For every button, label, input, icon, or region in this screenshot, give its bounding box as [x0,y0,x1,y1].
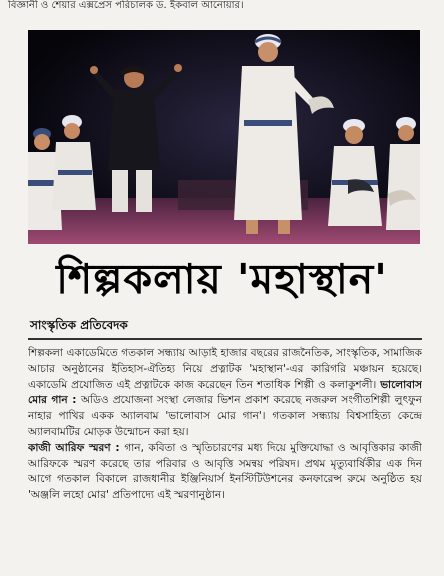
paragraph-1: শিল্পকলা একাডেমিতে গতকাল সন্ধ্যায় আড়াই হাজার বছরের রাজনৈতিক, সাংস্কৃতিক, সামাজিক আচার অনুষ্ঠানের ইতিহাস-ঐতিহ্য নিয়ে প্রত্নাটক 'মহাস্থান'-এর কারিগরি মঞ্চায়ন হয়েছে। একাডেমি প্রযোজিত এই প্রত্নাটকে কাজ করেছেন তিন শতাধিক শিল্পী ও কলাকুশলী। [28,347,422,391]
section-kicker-album: ভালোবাস মোর গান : [28,378,422,407]
byline: সাংস্কৃতিক প্রতিবেদক [30,318,128,332]
section-body-album: অডিও প্রযোজনা সংস্থা লেজার ভিশন প্রকাশ করেছে নজরুল সংগীতশিল্পী লুৎফুন নাহার পাখির একক অ্যালবাম 'ভালোবাস মোর গান'। গতকাল সন্ধ্যায় বিশ্বসাহিত্য কেন্দ্রে অ্যালবামটির মোড়ক উন্মোচন করা হয়। [28,394,422,438]
section-body-tribute: গান, কবিতা ও স্মৃতিচারণের মধ্য দিয়ে মুক্তিযোদ্ধা ও আবৃত্তিকার কাজী আরিফকে স্মরণ করেছে তার পরিবার ও আবৃত্তি সমন্বয় পরিষদ। প্রথম মৃত্যুবার্ষিকীর এক দিন আগে গতকাল বিকালে রাজধানীর ইঞ্জিনিয়ার্স ইনস্টিটিউশনের কনফারেন্স রুমে অনুষ্ঠিত হয় 'অঞ্জলি লহো মোর' প্রতিপাদ্যে এই স্মরণানুষ্ঠান। [28,441,422,502]
stage-performance-photo [28,30,420,244]
section-kicker-tribute: কাজী আরিফ স্মরণ : [28,441,125,454]
byline-divider [28,338,422,340]
previous-article-snippet: বিজ্ঞানী ও শেয়ার এক্সপ্রেস পরিচালক ড. ইকবাল আনোয়ার। [8,0,244,11]
headline: শিল্পকলায় 'মহাস্থান' [56,255,388,303]
article-paragraph [28,346,422,441]
article-paragraph [28,441,422,504]
article-body [28,346,422,570]
photo-illustration [28,30,420,244]
